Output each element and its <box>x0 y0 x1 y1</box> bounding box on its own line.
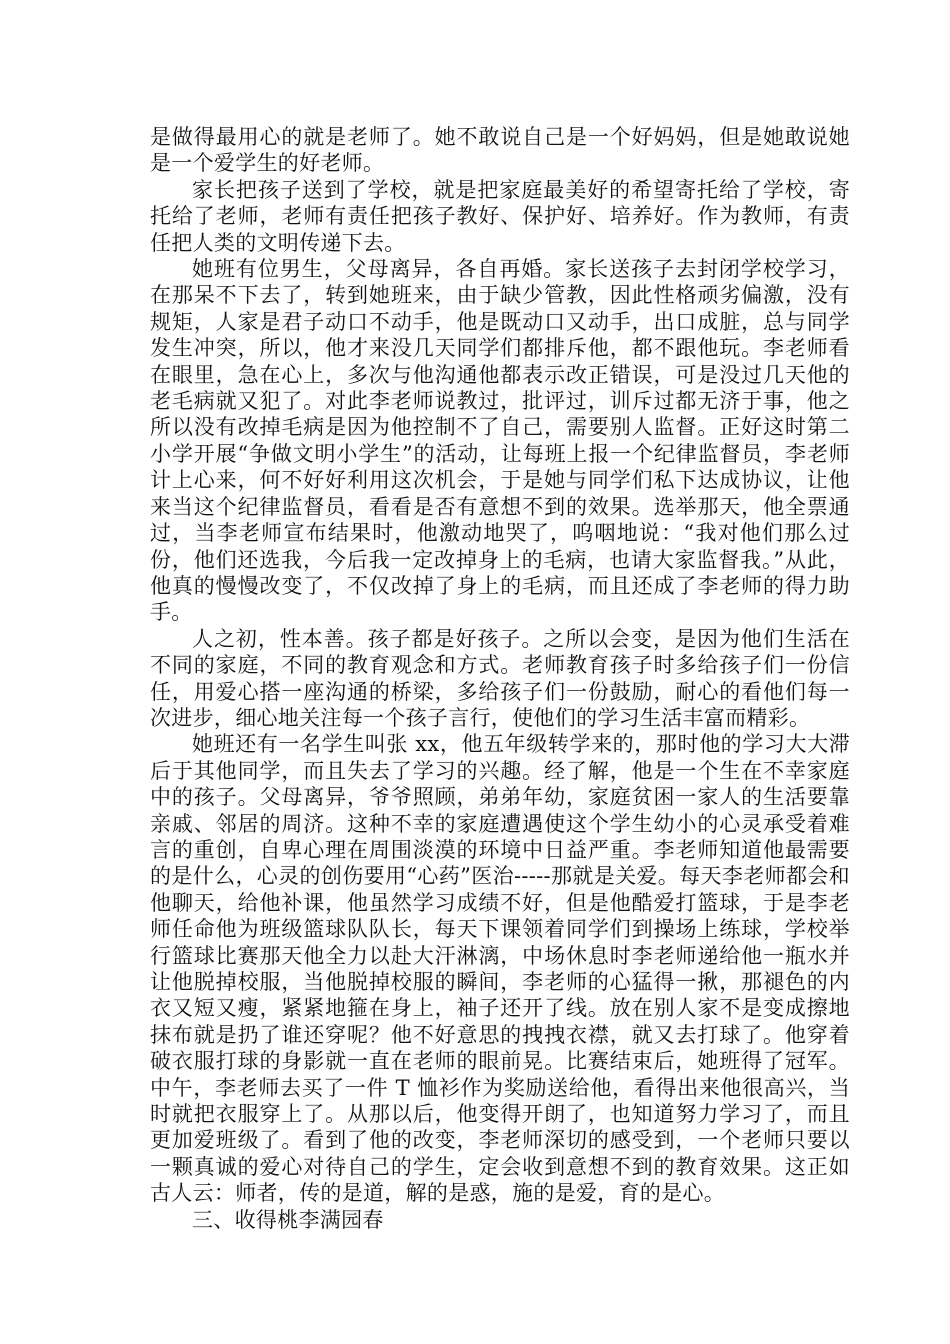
paragraph-3: 她班有位男生，父母离异，各自再婚。家长送孩子去封闭学校学习，在那呆不下去了，转到她班来，由于缺少管教，因此性格顽劣偏激，没有规矩，人家是君子动口不动手，他是既动口又动手，出口成脏，总与同学发生冲突，所以，他才来没几天同学们都排斥他，都不跟他玩。李老师看在眼里，急在心上，多次与他沟通他都表示改正错误，可是没过几天他的老毛病就又犯了。对此李老师说教过，批评过，训斥过都无济于事，他之所以没有改掉毛病是因为他控制不了自己，需要别人监督。正好这时第二小学开展“争做文明小学生”的活动，让每班上报一个纪律监督员，李老师计上心来，何不好好利用这次机会，于是她与同学们私下达成协议，让他来当这个纪律监督员，看看是否有意想不到的效果。选举那天，他全票通过，当李老师宣布结果时，他激动地哭了，呜咽地说：“我对他们那么过份，他们还选我，今后我一定改掉身上的毛病，也请大家监督我。”从此，他真的慢慢改变了，不仅改掉了身上的毛病，而且还成了李老师的得力助手。 <box>150 257 850 625</box>
paragraph-1: 是做得最用心的就是老师了。她不敢说自己是一个好妈妈，但是她敢说她是一个爱学生的好老师。 <box>150 125 850 176</box>
section-heading: 三、收得桃李满园春 <box>192 1207 384 1232</box>
paragraph-5: 她班还有一名学生叫张 xx，他五年级转学来的，那时他的学习大大滞后于其他同学，而且失去了学习的兴趣。经了解，他是一个生在不幸家庭中的孩子。父母离异，爷爷照顾，弟弟年幼，家庭贫困一家人的生活要靠亲戚、邻居的周济。这种不幸的家庭遭遇使这个学生幼小的心灵承受着难言的重创，自卑心理在周围淡漠的环境中日益严重。李老师知道他最需要的是什么，心灵的创伤要用“心药”医治-----那就是关爱。每天李老师都会和他聊天，给他补课，他虽然学习成绩不好，但是他酷爱打篮球，于是李老师任命他为班级篮球队队长，每天下课领着同学们到操场上练球，学校举行篮球比赛那天他全力以赴大汗淋漓，中场休息时李老师递给他一瓶水并让他脱掉校服，当他脱掉校服的瞬间，李老师的心猛得一揪，那褪色的内衣又短又瘦，紧紧地箍在身上，袖子还开了线。放在别人家不是变成擦地抹布就是扔了谁还穿呢？他不好意思的拽拽衣襟，就又去打球了。他穿着破衣服打球的身影就一直在老师的眼前晃。比赛结束后，她班得了冠军。中午，李老师去买了一件 T 恤衫作为奖励送给他，看得出来他很高兴，当时就把衣服穿上了。从那以后，他变得开朗了，也知道努力学习了，而且更加爱班级了。看到了他的改变，李老师深切的感受到，一个老师只要以一颗真诚的爱心对待自己的学生，定会收到意想不到的教育效果。这正如古人云：师者，传的是道，解的是惑，施的是爱，育的是心。 <box>150 732 850 1206</box>
paragraph-4: 人之初，性本善。孩子都是好孩子。之所以会变，是因为他们生活在不同的家庭，不同的教育观念和方式。老师教育孩子时多给孩子们一份信任，用爱心搭一座沟通的桥梁，多给孩子们一份鼓励，耐心的看他们每一次进步，细心地关注每一个孩子言行，使他们的学习生活丰富而精彩。 <box>150 626 850 730</box>
document-page <box>150 124 850 1233</box>
paragraph-2: 家长把孩子送到了学校，就是把家庭最美好的希望寄托给了学校，寄托给了老师，老师有责任把孩子教好、保护好、培养好。作为教师，有责任把人类的文明传递下去。 <box>150 177 850 255</box>
